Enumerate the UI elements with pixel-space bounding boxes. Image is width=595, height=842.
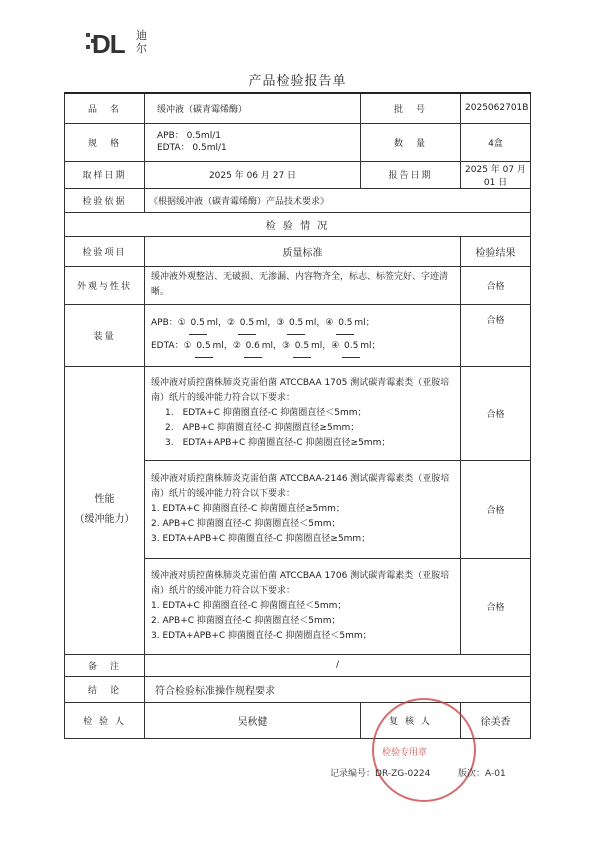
record-label: 记录编号： — [330, 769, 376, 779]
row-volume — [65, 304, 531, 366]
logo-cn-name: 迪尔 — [136, 29, 147, 55]
inspector-name: 吴秋健 — [145, 702, 361, 738]
name-value: 缓冲液（碳青霉烯酶） — [145, 93, 361, 123]
perf-1-item: 2. APB+C 抑菌圈直径-C 抑菌圈直径≥5mm； — [165, 422, 360, 433]
apb-value-1: 0.5 — [189, 312, 207, 335]
row-remarks — [65, 654, 531, 676]
conclusion-label: 结 论 — [65, 676, 145, 702]
perf-2-result: 合格 — [461, 460, 531, 558]
spec-value — [145, 123, 361, 161]
unit-label: ml — [305, 318, 317, 328]
perf-3-item: 1. EDTA+C 抑菌圈直径-C 抑菌圈直径＜5mm； — [151, 600, 347, 611]
spec-line-apb: APB： 0.5ml/1 — [157, 131, 221, 141]
row-basis — [65, 188, 531, 212]
record-value: DR-ZG-0224 — [375, 769, 431, 779]
report-table — [64, 92, 531, 739]
edta-value-1: 0.5 — [195, 335, 213, 358]
spec-line-edta: EDTA： 0.5ml/1 — [157, 143, 227, 153]
performance-label — [65, 366, 145, 654]
version-value: A-01 — [485, 769, 506, 779]
row-appearance — [65, 266, 531, 304]
qty-label: 数 量 — [361, 123, 461, 161]
unit-label: ml — [212, 341, 224, 351]
apb-prefix: APB：① — [151, 318, 186, 328]
name-label: 品 名 — [65, 93, 145, 123]
row-dates — [65, 161, 531, 188]
row-spec — [65, 123, 531, 161]
col-item-header: 检验项目 — [65, 236, 145, 266]
edta-volume-line: EDTA：① 0.5 ml，② 0.6 ml，③ 0.5 ml，④ 0.5 ml； — [151, 335, 454, 358]
unit-label: ml — [261, 341, 274, 351]
perf-2-item: 2. APB+C 抑菌圈直径-C 抑菌圈直径＜5mm； — [151, 518, 341, 529]
edta-value-4: 0.5 — [342, 335, 360, 358]
inspector-label: 检 验 人 — [65, 702, 145, 738]
perf-1-standard — [145, 366, 461, 460]
col-result-header: 检验结果 — [461, 236, 531, 266]
perf-2-item: 1. EDTA+C 抑菌圈直径-C 抑菌圈直径≥5mm； — [151, 503, 345, 514]
spec-label: 规 格 — [65, 123, 145, 161]
unit-label: ml — [206, 318, 218, 328]
batch-label: 批 号 — [361, 93, 461, 123]
unit-label: ml — [360, 341, 372, 351]
row-col-headers — [65, 236, 531, 266]
version-number — [458, 766, 506, 779]
col-standard-header: 质量标准 — [145, 236, 461, 266]
performance-label-main: 性能 — [94, 494, 115, 505]
record-number — [330, 766, 430, 779]
perf-3-item: 3. EDTA+APB+C 抑菌圈直径-C 抑菌圈直径＜5mm； — [151, 630, 372, 641]
reviewer-label: 复 核 人 — [361, 702, 461, 738]
appearance-standard: 缓冲液外观整洁、无破损、无渗漏、内容物齐全，标志、标签完好、字迹清晰。 — [145, 266, 461, 304]
reviewer-name: 徐美香 — [461, 702, 531, 738]
logo-mark: DL — [92, 29, 125, 59]
volume-label: 装量 — [65, 304, 145, 366]
row-name — [65, 93, 531, 123]
conclusion-value: 符合检验标准操作规程要求 — [145, 676, 531, 702]
apb-value-3: 0.5 — [287, 312, 305, 335]
apb-value-4: 0.5 — [336, 312, 354, 335]
perf-2-standard — [145, 460, 461, 558]
perf-3-intro: 缓冲液对质控菌株肺炎克雷伯菌 ATCCBAA 1706 测试碳青霉素类（亚胺培南）纸片的缓冲能力符合以下要求： — [151, 570, 450, 596]
appearance-label: 外观与性状 — [65, 266, 145, 304]
report-date-label: 报告日期 — [361, 161, 461, 188]
volume-standard — [145, 304, 461, 366]
remarks-value: / — [145, 654, 531, 676]
unit-label: ml — [255, 318, 268, 328]
edta-prefix: EDTA：① — [151, 341, 192, 351]
perf-2-intro: 缓冲液对质控菌株肺炎克雷伯菌 ATCCBAA-2146 测试碳青霉素类（亚胺培南）纸片的缓冲能力符合以下要求： — [151, 473, 450, 499]
perf-1-item: 3. EDTA+APB+C 抑菌圈直径-C 抑菌圈直径≥5mm； — [165, 437, 391, 448]
unit-label: ml — [354, 318, 366, 328]
batch-value: 2025062701B — [461, 93, 531, 123]
basis-value: 《根据缓冲液（碳青霉烯酶）产品技术要求》 — [145, 188, 531, 212]
company-seal-text: 检验专用章 — [382, 748, 428, 758]
page-title: 产品检验报告单 — [248, 74, 347, 89]
unit-label: ml — [310, 341, 323, 351]
perf-1-item: 1. EDTA+C 抑菌圈直径-C 抑菌圈直径＜5mm； — [165, 407, 367, 418]
inspection-section-title: 检 验 情 况 — [65, 212, 531, 236]
apb-value-2: 0.5 — [238, 312, 256, 335]
row-perf-1 — [65, 366, 531, 460]
perf-3-item: 2. APB+C 抑菌圈直径-C 抑菌圈直径＜5mm； — [151, 615, 341, 626]
performance-label-sub: （缓冲能力） — [74, 514, 135, 525]
version-label: 版次： — [458, 769, 486, 779]
row-section-title — [65, 212, 531, 236]
company-logo — [92, 27, 177, 61]
basis-label: 检验依据 — [65, 188, 145, 212]
perf-2-item: 3. EDTA+APB+C 抑菌圈直径-C 抑菌圈直径≥5mm； — [151, 533, 371, 544]
sample-date-value: 2025 年 06 月 27 日 — [145, 161, 361, 188]
volume-result: 合格 — [461, 304, 531, 366]
remarks-label: 备 注 — [65, 654, 145, 676]
report-date-value: 2025 年 07 月 01 日 — [461, 161, 531, 188]
appearance-result: 合格 — [461, 266, 531, 304]
edta-value-3: 0.5 — [293, 335, 311, 358]
perf-3-standard — [145, 558, 461, 654]
apb-volume-line: APB：① 0.5 ml，② 0.5 ml，③ 0.5 ml，④ 0.5 ml； — [151, 312, 454, 335]
perf-1-result: 合格 — [461, 366, 531, 460]
qty-value: 4盒 — [461, 123, 531, 161]
edta-value-2: 0.6 — [244, 335, 262, 358]
row-conclusion — [65, 676, 531, 702]
sample-date-label: 取样日期 — [65, 161, 145, 188]
perf-3-result: 合格 — [461, 558, 531, 654]
perf-1-intro: 缓冲液对质控菌株肺炎克雷伯菌 ATCCBAA 1705 测试碳青霉素类（亚胺培南）纸片的缓冲能力符合以下要求： — [151, 377, 450, 403]
